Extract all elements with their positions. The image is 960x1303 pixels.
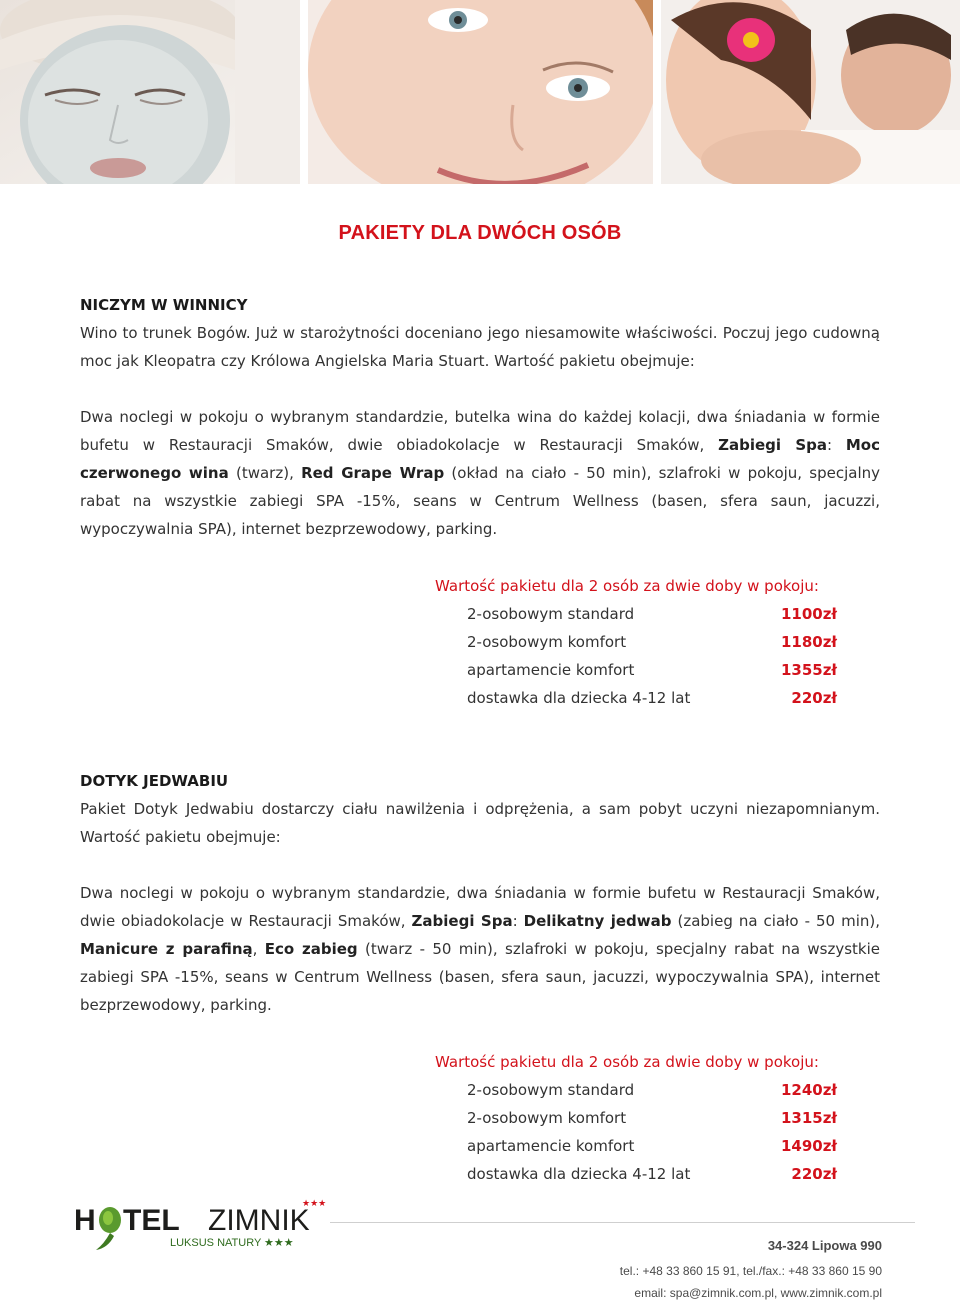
price-row: [435, 684, 880, 712]
price-heading: Wartość pakietu dla 2 osób za dwie doby w pokoju:: [435, 1053, 819, 1071]
package-intro: Pakiet Dotyk Jedwabiu dostarczy ciału nawilżenia i odprężenia, a sam pobyt uczyni niezapomnianym. Wartość pakietu obejmuje:: [80, 800, 880, 846]
treatment-name: Moc czerwonego wina: [80, 436, 880, 482]
room-type: 2-osobowym komfort: [467, 633, 627, 651]
svg-text:★★★: ★★★: [302, 1199, 327, 1209]
page-title: PAKIETY DLA DWÓCH OSÓB: [338, 222, 622, 244]
treatment-name: Eco zabieg: [264, 940, 358, 958]
price-row: [435, 1160, 880, 1188]
treatment-name: Manicure z parafiną: [80, 940, 253, 958]
package-intro: Wino to trunek Bogów. Już w starożytności doceniano jego niesamowite właściwości. Poczuj jego cudowną moc jak Kleopatra czy Królowa Angielska Maria Stuart. Wartość pakietu obejmuje:: [80, 324, 880, 370]
hotel-phones: tel.: +48 33 860 15 91, tel./fax.: +48 33 860 15 90: [619, 1264, 882, 1278]
package-heading: DOTYK JEDWABIU: [80, 772, 229, 790]
package-section-wine: [80, 291, 880, 543]
price-row: [435, 1104, 880, 1132]
price-value: 1490zł: [780, 1137, 837, 1155]
room-type: 2-osobowym standard: [467, 605, 635, 623]
price-value: 220zł: [791, 1165, 837, 1183]
price-heading: Wartość pakietu dla 2 osób za dwie doby w pokoju:: [435, 577, 819, 595]
logo-brand: H: [74, 1204, 96, 1237]
room-type: dostawka dla dziecka 4-12 lat: [467, 1165, 691, 1183]
price-value: 1315zł: [780, 1109, 837, 1127]
smiling-woman-photo: [308, 0, 653, 184]
price-row: [435, 628, 880, 656]
package-description: Dwa noclegi w pokoju o wybranym standardzie, dwa śniadania w formie bufetu w Restauracji Smaków, dwie obiadokolacje w Restauracji Smaków, Zabiegi Spa: Delikatny jedwab (zabieg na ciało - 50 min), Manicure z parafiną, Eco zabieg (twarz - 50 min), szlafroki w pokoju, specjalny rabat na wszystkie zabiegi SPA -15%, seans w Centrum Wellness (basen, sfera saun, jacuzzi, wypoczywalnia SPA), internet bezprzewodowy, parking.: [80, 884, 881, 1014]
treatment-name: Delikatny jedwab: [523, 912, 672, 930]
footer-divider: [330, 1222, 915, 1223]
price-row: [435, 600, 880, 628]
logo-brand-2: TEL: [123, 1204, 180, 1237]
package-heading: NICZYM W WINNICY: [80, 296, 248, 314]
facial-mask-photo: [0, 0, 300, 184]
price-value: 220zł: [791, 689, 837, 707]
hotel-logo: [74, 1196, 334, 1258]
price-list-silk: [435, 1048, 880, 1188]
room-type: apartamencie komfort: [467, 661, 635, 679]
price-value: 1180zł: [780, 633, 837, 651]
svg-text:★★★: ★★★: [264, 1236, 294, 1249]
hotel-address: 34-324 Lipowa 990: [767, 1238, 882, 1253]
couple-flower-photo: [661, 0, 960, 184]
spa-label: Zabiegi Spa: [411, 912, 513, 930]
price-row: [435, 656, 880, 684]
price-value: 1355zł: [780, 661, 837, 679]
hotel-email[interactable]: email: spa@zimnik.com.pl, www.zimnik.com.pl: [634, 1286, 882, 1300]
price-value: 1100zł: [780, 605, 837, 623]
treatment-name: Red Grape Wrap: [301, 464, 445, 482]
logo-tagline: LUKSUS NATURY: [170, 1237, 262, 1249]
room-type: 2-osobowym standard: [467, 1081, 635, 1099]
price-list-wine: [435, 572, 880, 712]
header-photo-strip: [0, 0, 960, 184]
spa-label: Zabiegi Spa: [718, 436, 827, 454]
room-type: 2-osobowym komfort: [467, 1109, 627, 1127]
price-row: [435, 1076, 880, 1104]
room-type: dostawka dla dziecka 4-12 lat: [467, 689, 691, 707]
room-type: apartamencie komfort: [467, 1137, 635, 1155]
package-description: Dwa noclegi w pokoju o wybranym standardzie, butelka wina do każdej kolacji, dwa śniadania w formie bufetu w Restauracji Smaków, dwie obiadokolacje w Restauracji Smaków, Zabiegi Spa: Moc czerwonego wina (twarz), Red Grape Wrap (okład na ciało - 50 min), szlafroki w pokoju, specjalny rabat na wszystkie zabiegi SPA -15%, seans w Centrum Wellness (basen, sfera saun, jacuzzi, wypoczywalnia SPA), internet bezprzewodowy, parking.: [80, 408, 881, 538]
package-section-silk: [80, 767, 880, 1019]
price-value: 1240zł: [780, 1081, 837, 1099]
leaf-o-icon: [96, 1207, 121, 1250]
logo-name: ZIMNIK: [208, 1204, 310, 1237]
price-row: [435, 1132, 880, 1160]
